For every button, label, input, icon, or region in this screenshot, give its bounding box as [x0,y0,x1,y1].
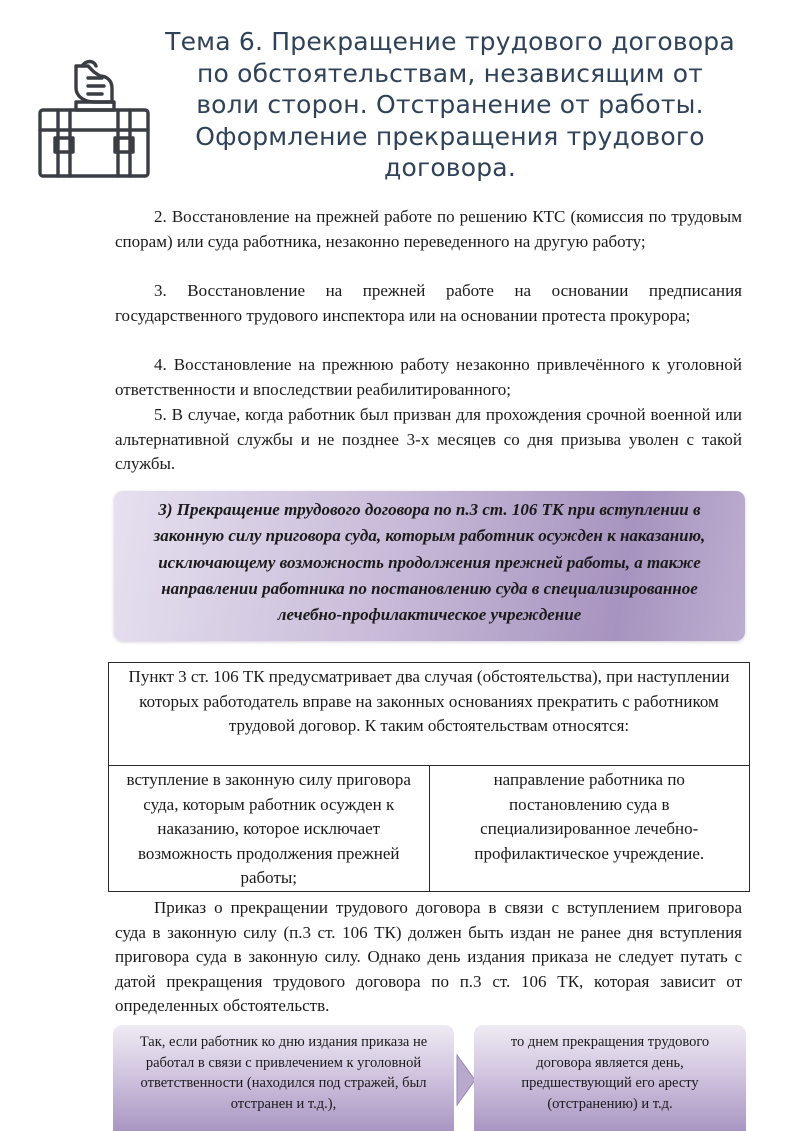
paragraph-item-5: 5. В случае, когда работник был призван для прохождения срочной военной или альтернативной службы и не позднее 3-х месяцев со дня призыва уволен с такой службы. [115,405,742,474]
highlight-box [114,491,745,641]
paragraph-item-2: 2. Восстановление на прежней работе по решению КТС (комиссия по трудовым спорам) или суда работника, незаконно переведенного на другую работу; [115,207,742,251]
highlight-text: 3) Прекращение трудового договора по п.3 ст. 106 ТК при вступлении в законную силу приговора суда, которым работник осужден к наказанию, исключающему возможность продолжения прежней работы, а также направлении работника по постановлению суда в специализированное лечебно-профилактическое учреждение [153,500,706,625]
table-cell-left: вступление в законную силу приговора суда, которым работник осужден к наказанию, которое исключает возможность продолжения прежней работы; [109,766,430,892]
order-paragraph: Приказ о прекращении трудового договора в связи с вступлением приговора суда в законную силу (п.3 ст. 106 ТК) должен быть издан не ранее дня вступления приговора суда в законную силу. Однако день издания приказа не следует путать с датой прекращения трудового договора по п.3 ст. 106 ТК, которая зависит от определенных обстоятельств. [115,898,742,1016]
table-cell-right: направление работника по постановлению суда в специализированное лечебно-профилактическое учреждение. [429,766,750,892]
note-box-left [113,1025,454,1131]
note-right-text: то днем прекращения трудового договора является день, предшествующий его аресту (отстранению) и т.д. [510,1034,710,1113]
paragraph-item-3: 3. Восстановление на прежней работе на основании предписания государственного трудового инспектора или на основании протеста прокурора; [115,281,742,325]
note-box-right [474,1025,746,1131]
page-title: Тема 6. Прекращение трудового договора по обстоятельствам, независящим от воли сторон. Отстранение от работы. Оформление прекращения трудового договора. [165,27,735,182]
table-header-cell: Пункт 3 ст. 106 ТК предусматривает два случая (обстоятельства), при наступлении которых работодатель вправе на законных основаниях прекратить с работником трудовой договор. К таким обстоятельствам относятся: [109,663,750,766]
paragraph-item-4: 4. Восстановление на прежнюю работу незаконно привлечённого к уголовной ответственности и впоследствии реабилитированного; [115,355,742,399]
briefcase-hand-icon [36,58,152,182]
note-left-text: Так, если работник ко дню издания приказа не работал в связи с привлечением к уголовной ответственности (находился под стражей, был отстранен и т.д.), [139,1034,428,1113]
circumstances-table [108,662,750,892]
